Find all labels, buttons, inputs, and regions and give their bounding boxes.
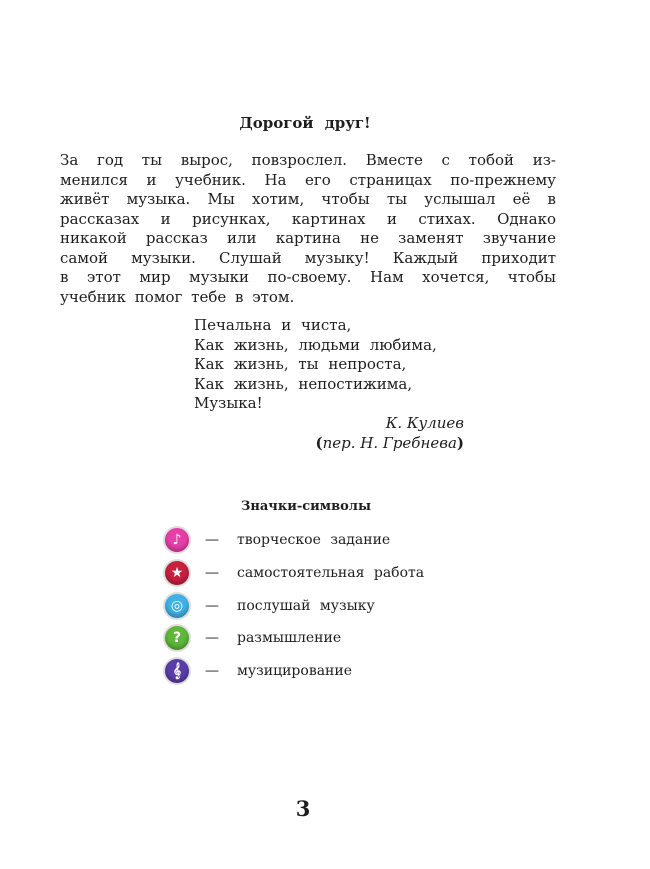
legend-label: самостоятельная работа [237,564,425,581]
poem-line: Печальна и чиста, [194,316,352,334]
music-note-icon: ♪ [165,528,189,552]
legend-item [165,560,424,586]
legend-item [165,625,341,651]
dash: — [205,597,219,614]
legend-item [165,658,352,684]
poem-line: Как жизнь, ты непроста, [194,355,407,373]
star-icon: ★ [165,561,189,585]
page-number: 3 [295,796,311,821]
paragraph-line: никакой рассказ или картина не заменят звучание [60,229,556,247]
poem-line: Как жизнь, людьми любима, [194,335,437,354]
legend-item [165,527,390,553]
paragraph-line: рассказах и рисунках, картинах и стихах. Однако [60,209,556,228]
attribution [194,414,464,453]
treble-clef-icon: 𝄞 [165,659,189,683]
paragraph-line: За год ты вырос, повзрослел. Вместе с тобой из- [60,151,556,169]
paragraph-line: учебник помог тебе в этом. [60,287,295,306]
translator: пер. Н. Гребнева [322,433,457,452]
paragraph-line: живёт музыка. Мы хотим, чтобы ты услышал её в [60,190,556,208]
paragraph-line: менился и учебник. На его страницах по-прежнему [60,170,556,189]
intro-paragraph [60,151,556,307]
legend-label: послушай музыку [237,597,375,614]
dash: — [205,663,219,680]
poem-line: Музыка! [194,394,263,412]
dash: — [205,564,219,581]
paren-open: ( [315,433,323,452]
legend-title: Значки-символы [240,499,371,514]
poem-line: Как жизнь, непостижима, [194,374,413,393]
poem [194,316,437,414]
question-icon: ? [165,626,189,650]
legend-label: творческое задание [237,532,391,548]
poem-author: К. Кулиев [385,414,464,432]
paren-close: ) [456,433,464,452]
page-title: Дорогой друг! [239,114,371,132]
paragraph-line: в этот мир музыки по-своему. Нам хочется, чтобы [60,268,556,286]
dash: — [205,532,219,548]
legend-label: размышление [237,630,342,647]
cd-icon: ◎ [165,594,189,618]
translator-line [194,434,464,454]
legend-item [165,593,375,619]
dash: — [205,630,219,647]
paragraph-line: самой музыки. Слушай музыку! Каждый приходит [60,248,556,267]
legend-label: музицирование [237,663,352,680]
